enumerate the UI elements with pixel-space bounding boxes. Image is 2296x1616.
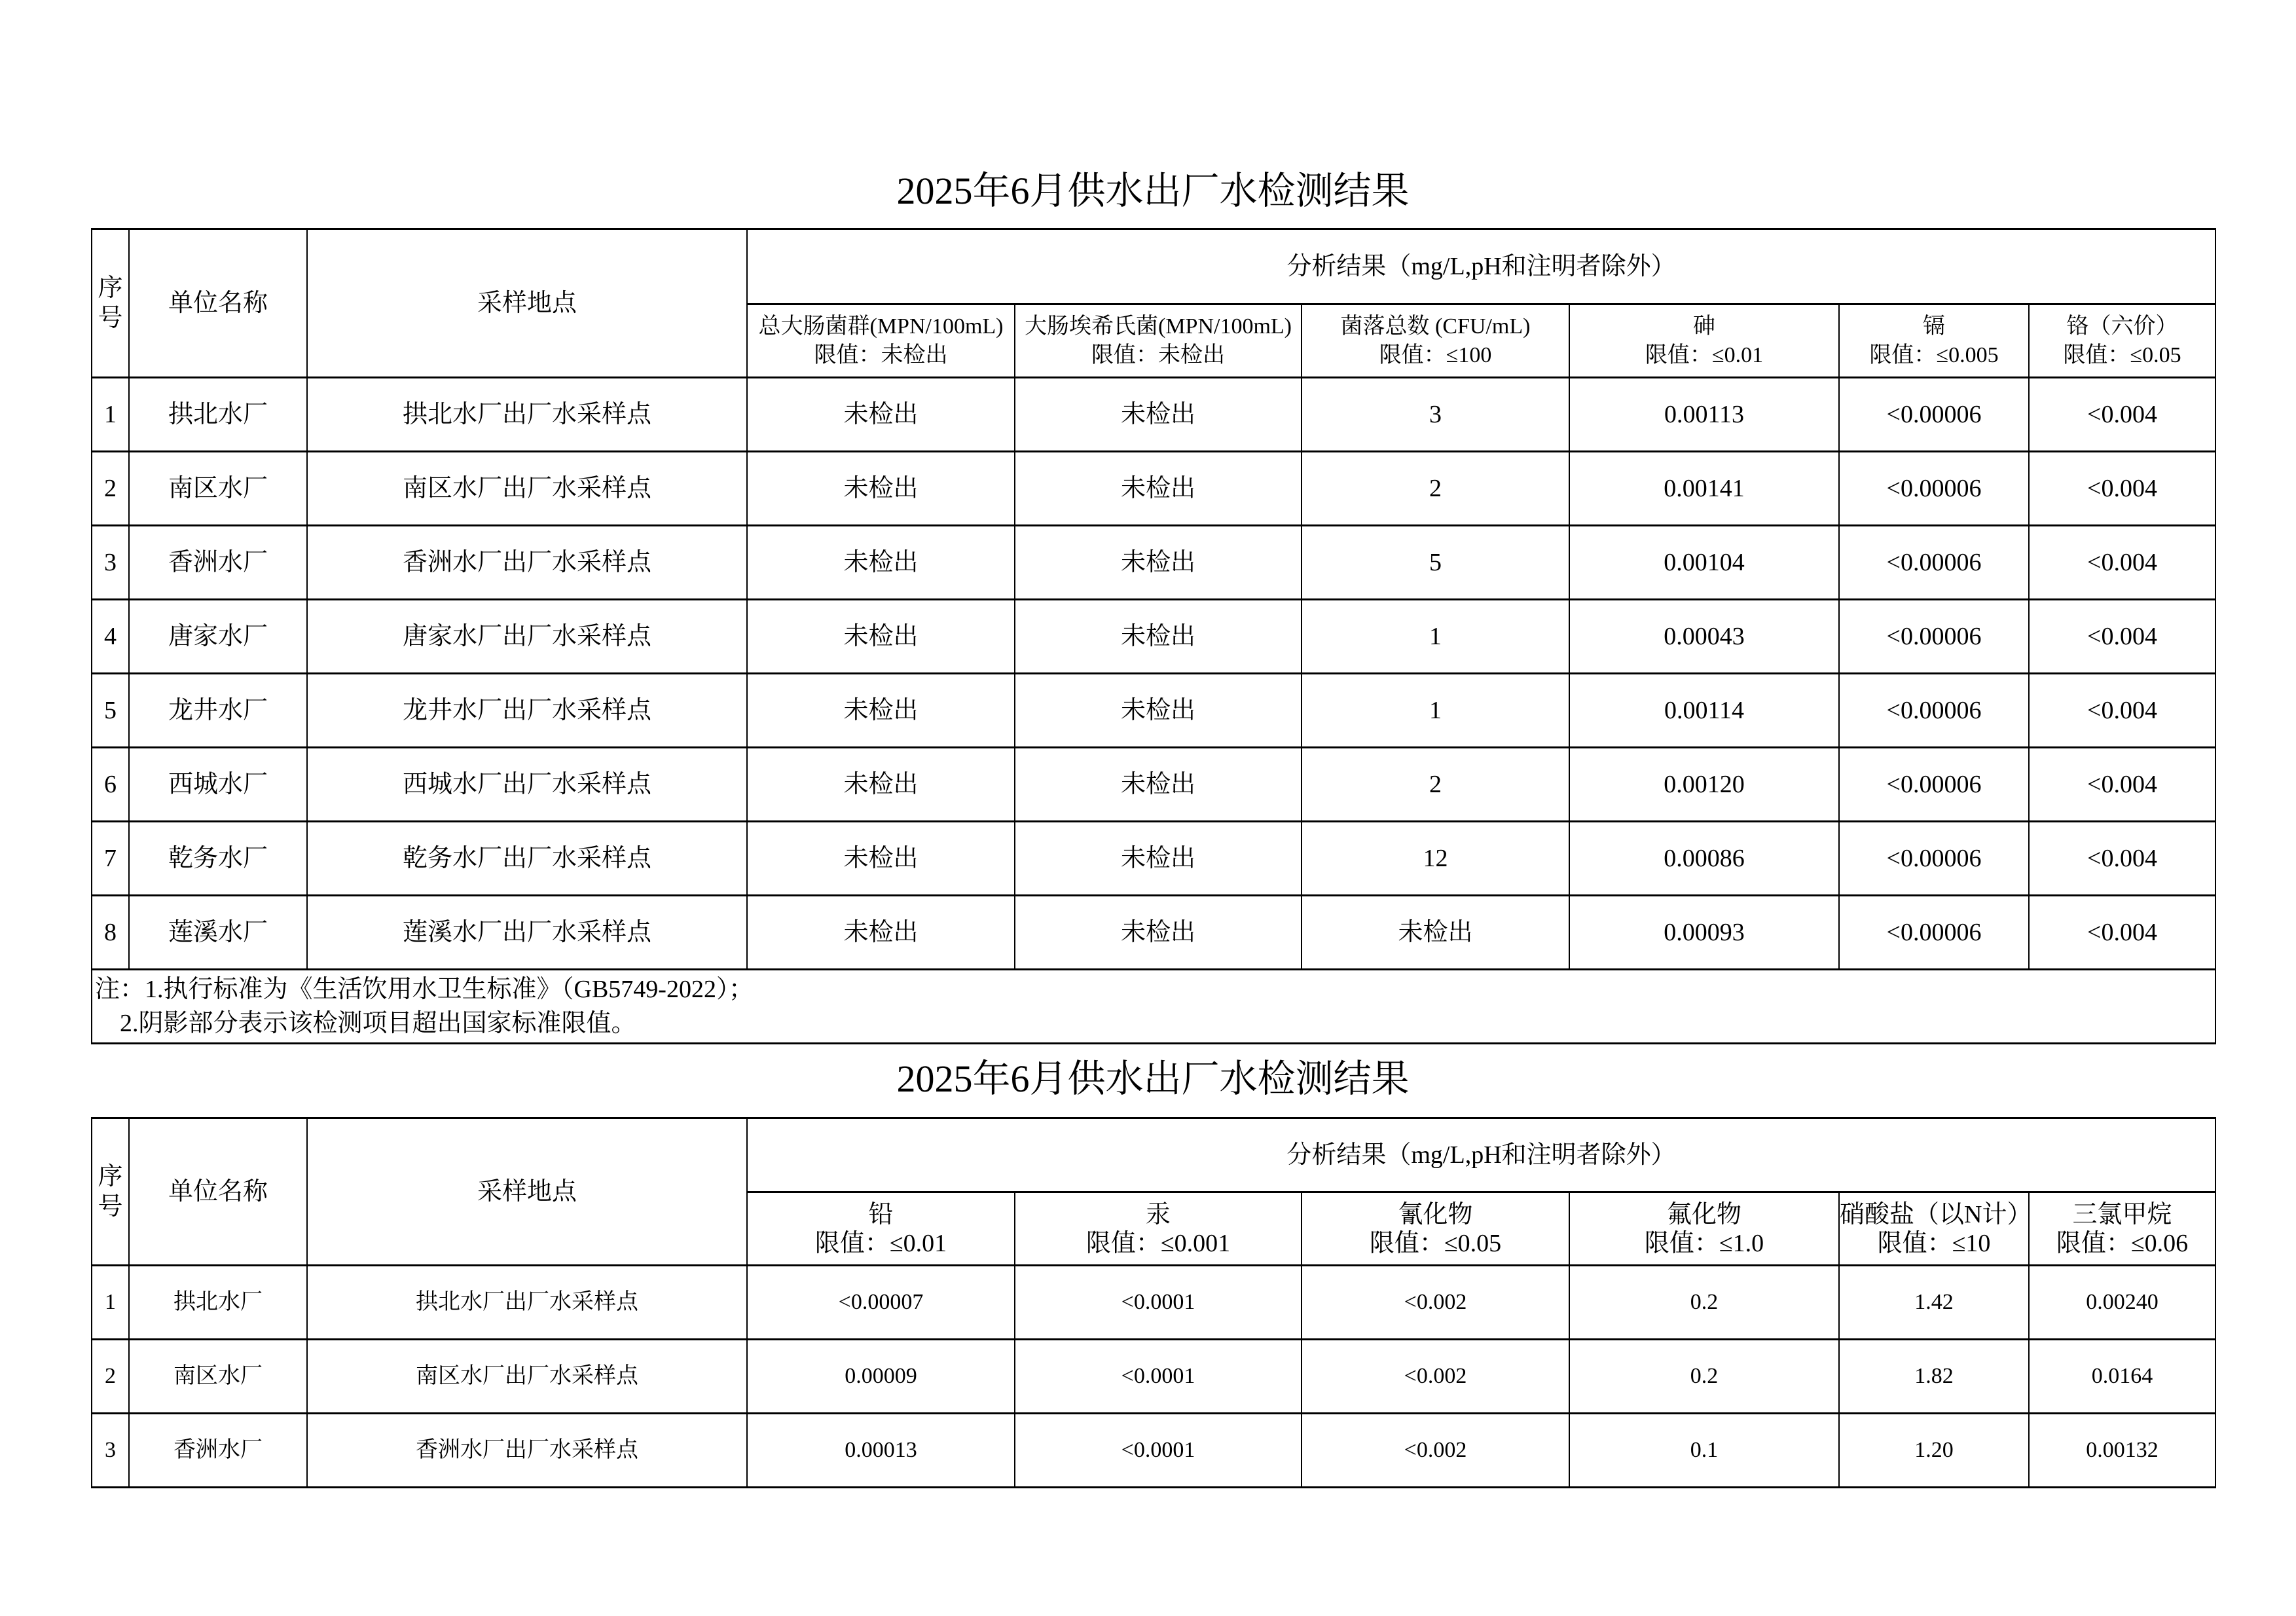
cell-value: <0.00006	[1839, 896, 2029, 970]
param-limit: 限值：未检出	[814, 342, 948, 367]
param-header	[2029, 1192, 2215, 1266]
cell-value: 0.00120	[1569, 748, 1839, 822]
cell-value: <0.00006	[1839, 378, 2029, 452]
cell-unit: 拱北水厂	[129, 378, 307, 452]
cell-value: <0.004	[2029, 674, 2215, 748]
header-unit: 单位名称	[129, 229, 307, 378]
cell-site: 莲溪水厂出厂水采样点	[307, 896, 747, 970]
cell-value: 0.00043	[1569, 600, 1839, 674]
cell-unit: 西城水厂	[129, 748, 307, 822]
param-name: 大肠埃希氏菌(MPN/100mL)	[1025, 314, 1292, 339]
cell-unit: 香洲水厂	[129, 526, 307, 600]
cell-value: <0.004	[2029, 526, 2215, 600]
cell-value: 未检出	[1015, 452, 1302, 526]
param-name: 汞	[1145, 1200, 1171, 1228]
param-header	[1015, 1192, 1302, 1266]
cell-value: 未检出	[1015, 748, 1302, 822]
cell-site: 龙井水厂出厂水采样点	[307, 674, 747, 748]
param-limit: 限值：≤0.005	[1869, 342, 1999, 367]
cell-value: 0.00113	[1569, 378, 1839, 452]
param-name: 镉	[1923, 314, 1945, 339]
cell-value: <0.002	[1302, 1340, 1569, 1414]
cell-value: <0.004	[2029, 896, 2215, 970]
cell-value: 未检出	[747, 674, 1015, 748]
cell-value: 未检出	[747, 378, 1015, 452]
results-table-2	[91, 1117, 2216, 1488]
table-row	[92, 378, 2215, 452]
cell-site: 拱北水厂出厂水采样点	[307, 378, 747, 452]
cell-value: 未检出	[1015, 600, 1302, 674]
param-limit: 限值：≤10	[1877, 1229, 1991, 1257]
param-header	[1302, 1192, 1569, 1266]
table-row	[92, 600, 2215, 674]
cell-value: <0.004	[2029, 822, 2215, 896]
cell-site: 南区水厂出厂水采样点	[307, 1340, 747, 1414]
param-header	[2029, 304, 2215, 378]
param-limit: 限值：≤0.05	[2063, 342, 2181, 367]
cell-value: <0.00006	[1839, 526, 2029, 600]
cell-value: 未检出	[747, 822, 1015, 896]
param-name: 砷	[1693, 314, 1715, 339]
param-limit: 限值：≤0.01	[1645, 342, 1764, 367]
cell-site: 南区水厂出厂水采样点	[307, 452, 747, 526]
param-name: 铬（六价）	[2066, 314, 2178, 339]
cell-unit: 莲溪水厂	[129, 896, 307, 970]
cell-value: 5	[1302, 526, 1569, 600]
cell-value: 0.0164	[2029, 1340, 2215, 1414]
param-limit: 限值：≤100	[1379, 342, 1492, 367]
param-header	[1839, 304, 2029, 378]
cell-value: 0.00104	[1569, 526, 1839, 600]
cell-value: 2	[1302, 452, 1569, 526]
cell-seq: 3	[92, 1414, 129, 1488]
cell-unit: 龙井水厂	[129, 674, 307, 748]
cell-unit: 拱北水厂	[129, 1266, 307, 1340]
param-header	[1569, 304, 1839, 378]
param-name: 三氯甲烷	[2072, 1200, 2172, 1228]
cell-seq: 3	[92, 526, 129, 600]
param-name: 铅	[868, 1200, 894, 1228]
cell-value: 未检出	[747, 748, 1015, 822]
notes	[92, 970, 2215, 1044]
param-limit: 限值：≤1.0	[1644, 1229, 1764, 1257]
param-header	[1839, 1192, 2032, 1266]
param-limit: 限值：未检出	[1091, 342, 1225, 367]
cell-value: 0.1	[1569, 1414, 1839, 1488]
cell-value: 0.00093	[1569, 896, 1839, 970]
param-header	[747, 304, 1015, 378]
cell-value: 1.20	[1839, 1414, 2029, 1488]
param-name: 菌落总数 (CFU/mL)	[1340, 314, 1531, 339]
param-header	[747, 1192, 1015, 1266]
cell-seq: 1	[92, 1266, 129, 1340]
table-row	[92, 526, 2215, 600]
cell-value: <0.004	[2029, 748, 2215, 822]
cell-value: <0.00006	[1839, 452, 2029, 526]
cell-site: 乾务水厂出厂水采样点	[307, 822, 747, 896]
header-seq: 序号	[92, 229, 129, 378]
cell-seq: 1	[92, 378, 129, 452]
cell-value: 0.00114	[1569, 674, 1839, 748]
cell-value: 12	[1302, 822, 1569, 896]
cell-unit: 香洲水厂	[129, 1414, 307, 1488]
table-row	[92, 1340, 2215, 1414]
cell-value: 未检出	[1015, 378, 1302, 452]
cell-value: 未检出	[747, 896, 1015, 970]
param-name: 硝酸盐（以N计）	[1840, 1200, 2032, 1228]
cell-site: 唐家水厂出厂水采样点	[307, 600, 747, 674]
cell-value: 0.2	[1569, 1340, 1839, 1414]
cell-value: <0.0001	[1015, 1340, 1302, 1414]
cell-value: <0.004	[2029, 600, 2215, 674]
cell-value: <0.0001	[1015, 1414, 1302, 1488]
cell-seq: 4	[92, 600, 129, 674]
cell-unit: 唐家水厂	[129, 600, 307, 674]
cell-value: 1	[1302, 674, 1569, 748]
page-title-2: 2025年6月供水出厂水检测结果	[896, 1057, 1410, 1100]
header-analysis: 分析结果（mg/L,pH和注明者除外）	[747, 229, 2215, 304]
cell-seq: 8	[92, 896, 129, 970]
cell-value: 1.42	[1839, 1266, 2029, 1340]
table-row	[92, 896, 2215, 970]
header-site: 采样地点	[307, 229, 747, 378]
cell-value: 未检出	[747, 600, 1015, 674]
cell-site: 香洲水厂出厂水采样点	[307, 526, 747, 600]
cell-value: <0.00006	[1839, 600, 2029, 674]
cell-seq: 5	[92, 674, 129, 748]
cell-value: 0.00009	[747, 1340, 1015, 1414]
table-row	[92, 674, 2215, 748]
cell-seq: 6	[92, 748, 129, 822]
cell-value: 未检出	[747, 526, 1015, 600]
header-site: 采样地点	[307, 1118, 747, 1266]
table-row	[92, 1414, 2215, 1488]
results-table-1	[91, 228, 2216, 1044]
cell-value: <0.002	[1302, 1266, 1569, 1340]
cell-value: 0.2	[1569, 1266, 1839, 1340]
param-header	[1015, 304, 1302, 378]
table-row	[92, 822, 2215, 896]
param-name: 氰化物	[1398, 1200, 1473, 1228]
cell-value: <0.00007	[747, 1266, 1015, 1340]
cell-seq: 2	[92, 452, 129, 526]
cell-value: <0.004	[2029, 452, 2215, 526]
cell-value: 2	[1302, 748, 1569, 822]
cell-value: 未检出	[1302, 896, 1569, 970]
cell-value: 0.00141	[1569, 452, 1839, 526]
cell-unit: 南区水厂	[129, 1340, 307, 1414]
cell-value: <0.00006	[1839, 674, 2029, 748]
cell-value: 1.82	[1839, 1340, 2029, 1414]
cell-value: 未检出	[747, 452, 1015, 526]
note-line: 2.阴影部分表示该检测项目超出国家标准限值。	[95, 1010, 636, 1037]
cell-value: 未检出	[1015, 822, 1302, 896]
table-row	[92, 1266, 2215, 1340]
header-unit: 单位名称	[129, 1118, 307, 1266]
cell-site: 香洲水厂出厂水采样点	[307, 1414, 747, 1488]
cell-value: 未检出	[1015, 896, 1302, 970]
cell-value: <0.002	[1302, 1414, 1569, 1488]
cell-seq: 2	[92, 1340, 129, 1414]
param-limit: 限值：≤0.05	[1369, 1229, 1502, 1257]
cell-value: 0.00240	[2029, 1266, 2215, 1340]
header-seq: 序号	[92, 1118, 129, 1266]
cell-value: <0.00006	[1839, 748, 2029, 822]
param-header	[1302, 304, 1569, 378]
param-limit: 限值：≤0.001	[1085, 1229, 1231, 1257]
cell-unit: 南区水厂	[129, 452, 307, 526]
header-analysis: 分析结果（mg/L,pH和注明者除外）	[747, 1118, 2215, 1192]
cell-unit: 乾务水厂	[129, 822, 307, 896]
cell-seq: 7	[92, 822, 129, 896]
param-limit: 限值：≤0.01	[814, 1229, 947, 1257]
cell-value: <0.00006	[1839, 822, 2029, 896]
cell-value: <0.0001	[1015, 1266, 1302, 1340]
cell-site: 西城水厂出厂水采样点	[307, 748, 747, 822]
param-name: 氟化物	[1666, 1200, 1741, 1228]
table-row	[92, 748, 2215, 822]
param-limit: 限值：≤0.06	[2056, 1229, 2189, 1257]
table-row	[92, 452, 2215, 526]
note-line: 注：1.执行标准为《生活饮用水卫生标准》（GB5749-2022）；	[95, 976, 754, 1003]
cell-value: 0.00086	[1569, 822, 1839, 896]
cell-value: 未检出	[1015, 674, 1302, 748]
param-header	[1569, 1192, 1839, 1266]
param-name: 总大肠菌群(MPN/100mL)	[758, 314, 1004, 339]
cell-value: 未检出	[1015, 526, 1302, 600]
cell-site: 拱北水厂出厂水采样点	[307, 1266, 747, 1340]
page-title: 2025年6月供水出厂水检测结果	[896, 170, 1410, 212]
cell-value: 3	[1302, 378, 1569, 452]
cell-value: <0.004	[2029, 378, 2215, 452]
cell-value: 0.00013	[747, 1414, 1015, 1488]
cell-value: 1	[1302, 600, 1569, 674]
cell-value: 0.00132	[2029, 1414, 2215, 1488]
